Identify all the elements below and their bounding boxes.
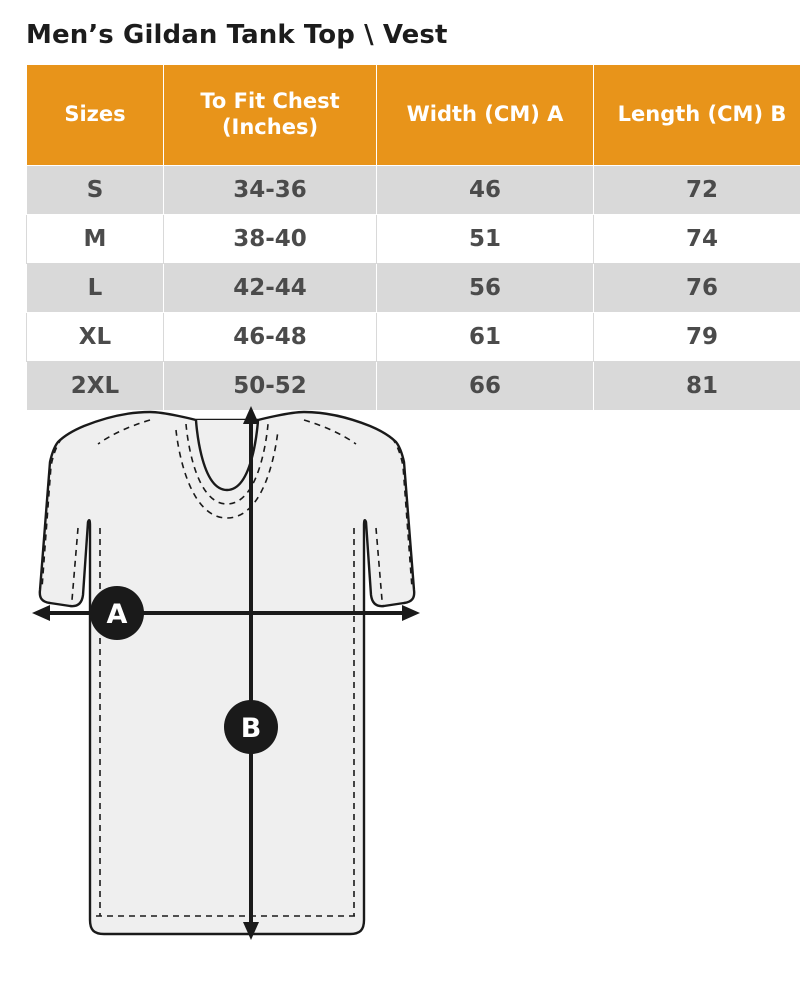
table-row xyxy=(27,215,800,264)
column-header-width: Width (CM) A xyxy=(377,65,594,166)
cell-length: 74 xyxy=(594,215,800,264)
width-marker-badge xyxy=(90,586,144,640)
table-row xyxy=(27,166,800,215)
cell-size: S xyxy=(27,166,164,215)
table-header xyxy=(27,65,800,166)
cell-chest: 42-44 xyxy=(164,264,377,313)
table-body xyxy=(27,166,800,411)
cell-size: L xyxy=(27,264,164,313)
cell-chest: 50-52 xyxy=(164,362,377,411)
cell-chest: 34-36 xyxy=(164,166,377,215)
size-table xyxy=(26,64,800,411)
length-marker-badge xyxy=(224,700,278,754)
table-row xyxy=(27,313,800,362)
page-title: Men’s Gildan Tank Top \ Vest xyxy=(26,20,448,50)
cell-length: 81 xyxy=(594,362,800,411)
cell-width: 51 xyxy=(377,215,594,264)
cell-length: 76 xyxy=(594,264,800,313)
cell-length: 79 xyxy=(594,313,800,362)
cell-width: 56 xyxy=(377,264,594,313)
width-marker-label: A xyxy=(106,599,128,630)
cell-size: 2XL xyxy=(27,362,164,411)
table-row xyxy=(27,264,800,313)
cell-length: 72 xyxy=(594,166,800,215)
garment-diagram xyxy=(0,404,800,985)
cell-size: XL xyxy=(27,313,164,362)
cell-size: M xyxy=(27,215,164,264)
cell-width: 66 xyxy=(377,362,594,411)
column-header-sizes: Sizes xyxy=(27,65,164,166)
cell-width: 61 xyxy=(377,313,594,362)
column-header-chest: To Fit Chest (Inches) xyxy=(164,65,377,166)
length-marker-label: B xyxy=(240,713,262,744)
cell-width: 46 xyxy=(377,166,594,215)
tank-top-outline xyxy=(40,412,414,934)
cell-chest: 38-40 xyxy=(164,215,377,264)
cell-chest: 46-48 xyxy=(164,313,377,362)
table-header-row xyxy=(27,65,800,166)
column-header-length: Length (CM) B xyxy=(594,65,800,166)
